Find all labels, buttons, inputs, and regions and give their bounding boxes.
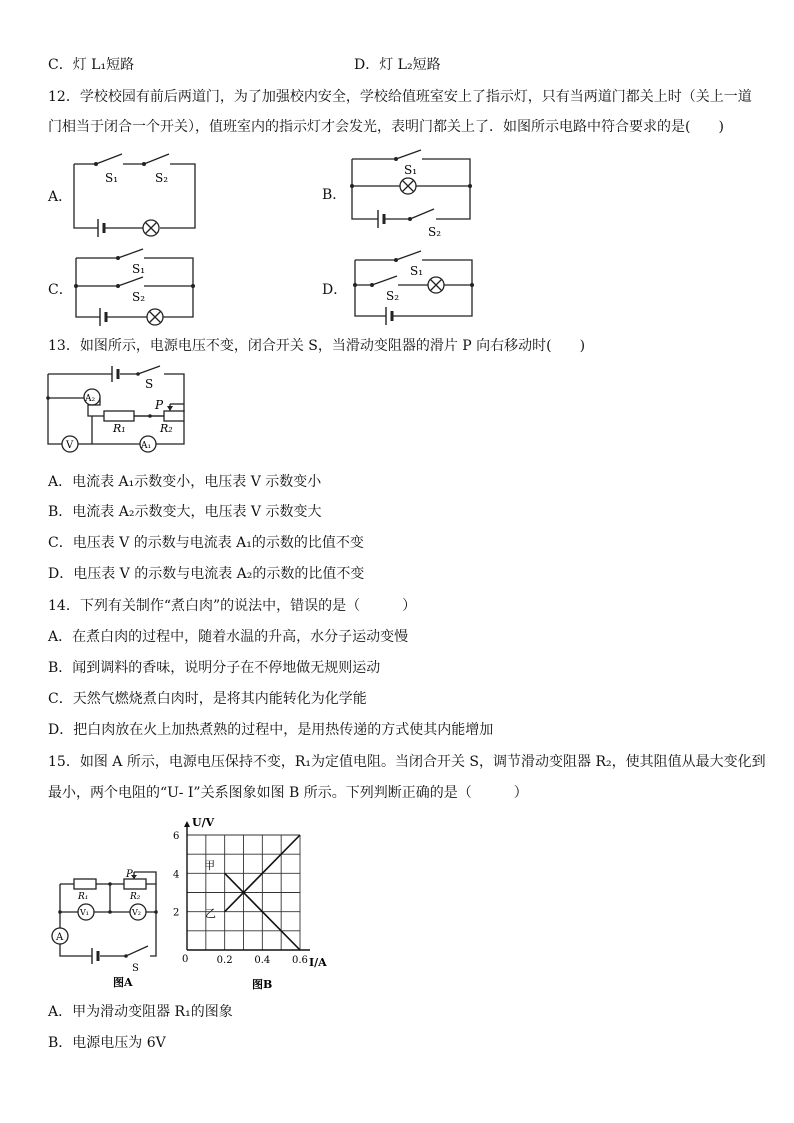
chart-y-tick-label: 2 (173, 907, 180, 919)
q13-r1-label: R₁ (113, 422, 126, 435)
q12b-s2-label: S₂ (428, 225, 442, 239)
q13-a2-label: A₂ (85, 394, 96, 404)
chart-x-origin-label: 0 (182, 954, 189, 965)
q13-option-b: B．电流表 A₂示数变大，电压表 V 示数变大 (48, 504, 322, 520)
q12-option-d-label: D． (322, 282, 348, 298)
q12d-s1-label: S₁ (410, 264, 424, 278)
q13-option-a: A．电流表 A₁示数变小，电压表 V 示数变小 (48, 474, 322, 490)
q14-option-c: C．天然气燃烧煮白肉时，是将其内能转化为化学能 (48, 691, 367, 707)
q13-v-label: V (66, 440, 74, 451)
chart-series2-label: 乙 (205, 907, 216, 920)
q14-option-d: D．把白肉放在火上加热煮熟的过程中，是用热传递的方式使其内能增加 (48, 722, 494, 738)
q15-stem-line2: 最小，两个电阻的“U- I”关系图象如图 B 所示。下列判断正确的是（ ） (48, 785, 528, 801)
chart-y-tick-label: 4 (173, 869, 180, 881)
q12-option-b-label: B． (322, 187, 347, 203)
q15-option-b: B．电源电压为 6V (48, 1035, 166, 1051)
q14-stem: 14．下列有关制作“煮白肉”的说法中，错误的是（ ） (48, 598, 417, 614)
q15a-caption: 图A (113, 976, 133, 989)
q12c-s2-label: S₂ (132, 290, 146, 304)
q12d-s2-label: S₂ (386, 289, 400, 303)
chart-x-tick-label: 0.2 (216, 955, 233, 966)
q15-stem-line1: 15．如图 A 所示，电源电压保持不变，R₁为定值电阻。当闭合开关 S，调节滑动变阻器 R₂，使其阻值从最大变化到 (48, 754, 766, 770)
q12-stem-line1: 12．学校校园有前后两道门，为了加强校内安全，学校给值班室安上了指示灯，只有当两道门都关上时（关上一道 (48, 89, 752, 105)
q11-option-c: C．灯 L₁短路 (48, 57, 135, 73)
q15a-v2-label: V₂ (132, 908, 141, 917)
q13-option-c: C．电压表 V 的示数与电流表 A₁的示数的比值不变 (48, 535, 364, 551)
chart-y-tick-label: 6 (173, 831, 180, 842)
q15a-r2-label: R₂ (130, 892, 141, 902)
q12b-s1-label: S₁ (404, 163, 418, 177)
q13-r2-label: R₂ (160, 422, 173, 435)
q12-stem-line2: 门相当于闭合一个开关），值班室内的指示灯才会发光，表明门都关上了．如图所示电路中符合要求的是( ) (48, 119, 724, 135)
q11-option-d: D．灯 L₂短路 (354, 57, 441, 73)
chart-xlabel: I/A (309, 956, 327, 969)
q15a-v1-label: V₁ (80, 908, 89, 917)
chart-y-axis-arrow (184, 821, 190, 827)
q12-option-a-label: A． (48, 189, 73, 205)
q15a-s-label: S (132, 963, 139, 974)
q13-p-label: P (155, 398, 164, 412)
q14-option-b: B．闻到调料的香味，说明分子在不停地做无规则运动 (48, 660, 381, 676)
q12-option-c-label: C． (48, 282, 73, 298)
q12a-s1-label: S₁ (105, 171, 119, 185)
q15-option-a: A．甲为滑动变阻器 R₁的图象 (48, 1004, 233, 1020)
q15a-r1-label: R₁ (78, 892, 89, 902)
q13-a1-label: A₁ (141, 441, 152, 451)
chart-x-tick-label: 0.6 (292, 955, 308, 966)
q12a-s2-label: S₂ (155, 171, 169, 185)
q13-stem: 13．如图所示，电源电压不变，闭合开关 S，当滑动变阻器的滑片 P 向右移动时( ) (48, 338, 586, 354)
q15a-p-label: P (126, 869, 133, 880)
q15a-a-label: A (56, 932, 64, 943)
q13-option-d: D．电压表 V 的示数与电流表 A₂的示数的比值不变 (48, 566, 365, 582)
q14-option-a: A．在煮白肉的过程中，随着水温的升高，水分子运动变慢 (48, 629, 409, 645)
q12c-s1-label: S₁ (132, 262, 146, 276)
chart-x-tick-label: 0.4 (254, 955, 271, 966)
chart-caption: 图B (252, 978, 273, 991)
chart-series1-label: 甲 (204, 859, 215, 872)
q13-s-label: S (145, 377, 154, 391)
chart-ylabel: U/V (192, 816, 215, 829)
